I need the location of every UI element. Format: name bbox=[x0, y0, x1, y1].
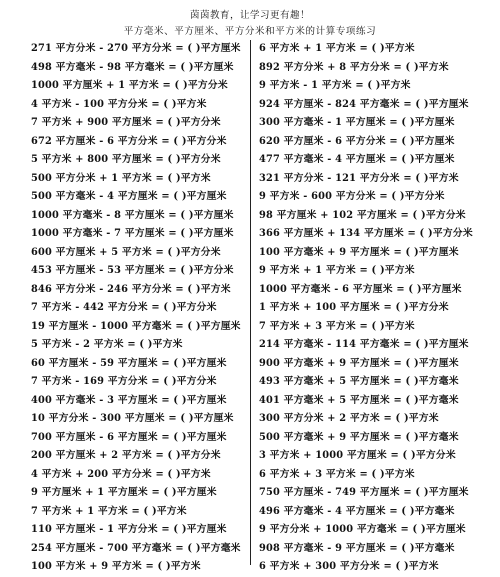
problem-row: 1 平方米 + 100 平方厘米 = ( )平方分米 bbox=[259, 302, 449, 313]
problem-row: 254 平方厘米 - 700 平方毫米 = ( )平方毫米 bbox=[31, 542, 241, 554]
problem-row: 498 平方毫米 - 98 平方毫米 = ( )平方厘米 bbox=[31, 61, 234, 73]
problem-row: 110 平方厘米 - 1 平方分米 = ( )平方厘米 bbox=[31, 524, 227, 535]
problem-row: 10 平方分米 - 300 平方厘米 = ( )平方厘米 bbox=[31, 413, 234, 424]
problem-row: 321 平方分米 - 121 平方分米 = ( )平方米 bbox=[259, 172, 459, 184]
problem-row: 100 平方毫米 + 9 平方厘米 = ( )平方厘米 bbox=[259, 246, 459, 258]
column-divider bbox=[250, 40, 251, 565]
problem-row: 366 平方厘米 + 134 平方厘米 = ( )平方分米 bbox=[259, 228, 473, 239]
problem-row: 400 平方毫米 - 3 平方厘米 = ( )平方厘米 bbox=[31, 394, 227, 406]
problem-row: 401 平方毫米 + 5 平方厘米 = ( )平方毫米 bbox=[259, 394, 459, 406]
problem-row: 500 平方毫米 - 4 平方厘米 = ( )平方厘米 bbox=[31, 191, 227, 202]
problem-row: 1000 平方毫米 - 7 平方厘米 = ( )平方厘米 bbox=[31, 228, 234, 239]
problem-row: 9 平方分米 + 1000 平方毫米 = ( )平方厘米 bbox=[259, 524, 466, 535]
left-problem-column bbox=[31, 40, 241, 577]
problem-row: 9 平方米 + 1 平方米 = ( )平方米 bbox=[259, 265, 415, 276]
problem-row: 6 平方米 + 3 平方米 = ( )平方米 bbox=[259, 468, 415, 480]
problem-row: 1000 平方毫米 - 6 平方厘米 = ( )平方厘米 bbox=[259, 283, 462, 295]
problem-row: 9 平方米 - 1 平方米 = ( )平方米 bbox=[259, 80, 411, 91]
problem-row: 300 平方毫米 - 1 平方厘米 = ( )平方厘米 bbox=[259, 117, 455, 128]
problem-row: 4 平方米 + 200 平方分米 = ( )平方米 bbox=[31, 468, 211, 480]
problem-row: 60 平方厘米 - 59 平方厘米 = ( )平方厘米 bbox=[31, 357, 227, 369]
problem-row: 5 平方米 + 800 平方厘米 = ( )平方分米 bbox=[31, 154, 221, 165]
problem-row: 6 平方米 + 300 平方分米 = ( )平方米 bbox=[259, 561, 439, 572]
problem-row: 271 平方分米 - 270 平方分米 = ( )平方厘米 bbox=[31, 43, 241, 54]
problem-row: 750 平方厘米 - 749 平方厘米 = ( )平方厘米 bbox=[259, 487, 469, 498]
problem-row: 7 平方米 - 169 平方分米 = ( )平方分米 bbox=[31, 376, 217, 387]
problem-row: 496 平方毫米 - 4 平方厘米 = ( )平方毫米 bbox=[259, 505, 455, 517]
problem-row: 98 平方厘米 + 102 平方厘米 = ( )平方分米 bbox=[259, 209, 466, 221]
problem-row: 700 平方厘米 - 6 平方厘米 = ( )平方厘米 bbox=[31, 431, 227, 443]
problem-row: 908 平方毫米 - 9 平方厘米 = ( )平方毫米 bbox=[259, 542, 455, 554]
problem-row: 500 平方分米 + 1 平方米 = ( )平方米 bbox=[31, 172, 211, 184]
problem-row: 200 平方厘米 + 2 平方米 = ( )平方分米 bbox=[31, 450, 221, 461]
problem-row: 477 平方毫米 - 4 平方厘米 = ( )平方厘米 bbox=[259, 154, 455, 165]
problem-row: 600 平方厘米 + 5 平方米 = ( )平方分米 bbox=[31, 246, 221, 258]
problem-row: 7 平方米 + 900 平方厘米 = ( )平方分米 bbox=[31, 117, 221, 128]
problem-row: 1000 平方毫米 - 8 平方厘米 = ( )平方厘米 bbox=[31, 209, 234, 221]
problem-row: 300 平方分米 + 2 平方米 = ( )平方米 bbox=[259, 413, 439, 424]
worksheet-title: 平方毫米、平方厘米、平方分米和平方米的计算专项练习 bbox=[123, 26, 377, 37]
header-slogan: 茵茵教育，让学习更有趣！ bbox=[189, 10, 310, 21]
problem-row: 500 平方毫米 + 9 平方厘米 = ( )平方毫米 bbox=[259, 431, 459, 443]
problem-row: 846 平方分米 - 246 平方分米 = ( )平方米 bbox=[31, 283, 231, 295]
problem-row: 4 平方米 - 100 平方分米 = ( )平方米 bbox=[31, 98, 207, 110]
problem-row: 892 平方分米 + 8 平方分米 = ( )平方米 bbox=[259, 61, 449, 73]
problem-row: 6 平方米 + 1 平方米 = ( )平方米 bbox=[259, 43, 415, 54]
problem-row: 7 平方米 - 442 平方分米 = ( )平方分米 bbox=[31, 302, 217, 313]
problem-row: 19 平方厘米 - 1000 平方毫米 = ( )平方厘米 bbox=[31, 320, 241, 332]
problem-row: 1000 平方厘米 + 1 平方米 = ( )平方分米 bbox=[31, 80, 228, 91]
problem-row: 9 平方米 - 600 平方分米 = ( )平方分米 bbox=[259, 191, 445, 202]
problem-row: 7 平方米 + 3 平方米 = ( )平方米 bbox=[259, 320, 415, 332]
right-problem-column bbox=[259, 40, 473, 577]
problem-row: 620 平方厘米 - 6 平方分米 = ( )平方厘米 bbox=[259, 135, 455, 147]
problem-row: 100 平方米 + 9 平方米 = ( )平方米 bbox=[31, 561, 201, 572]
problem-row: 453 平方厘米 - 53 平方厘米 = ( )平方分米 bbox=[31, 265, 234, 276]
problem-row: 672 平方厘米 - 6 平方分米 = ( )平方分米 bbox=[31, 135, 227, 147]
problem-row: 924 平方厘米 - 824 平方毫米 = ( )平方厘米 bbox=[259, 98, 469, 110]
problem-row: 5 平方米 - 2 平方米 = ( )平方米 bbox=[31, 339, 183, 350]
problem-row: 9 平方厘米 + 1 平方厘米 = ( )平方厘米 bbox=[31, 487, 217, 498]
problem-row: 214 平方毫米 - 114 平方毫米 = ( )平方厘米 bbox=[259, 339, 469, 350]
problem-row: 7 平方米 + 1 平方米 = ( )平方米 bbox=[31, 505, 187, 517]
problem-row: 900 平方毫米 + 9 平方厘米 = ( )平方厘米 bbox=[259, 357, 459, 369]
problem-row: 3 平方米 + 1000 平方厘米 = ( )平方分米 bbox=[259, 450, 456, 461]
problem-row: 493 平方毫米 + 5 平方厘米 = ( )平方毫米 bbox=[259, 376, 459, 387]
